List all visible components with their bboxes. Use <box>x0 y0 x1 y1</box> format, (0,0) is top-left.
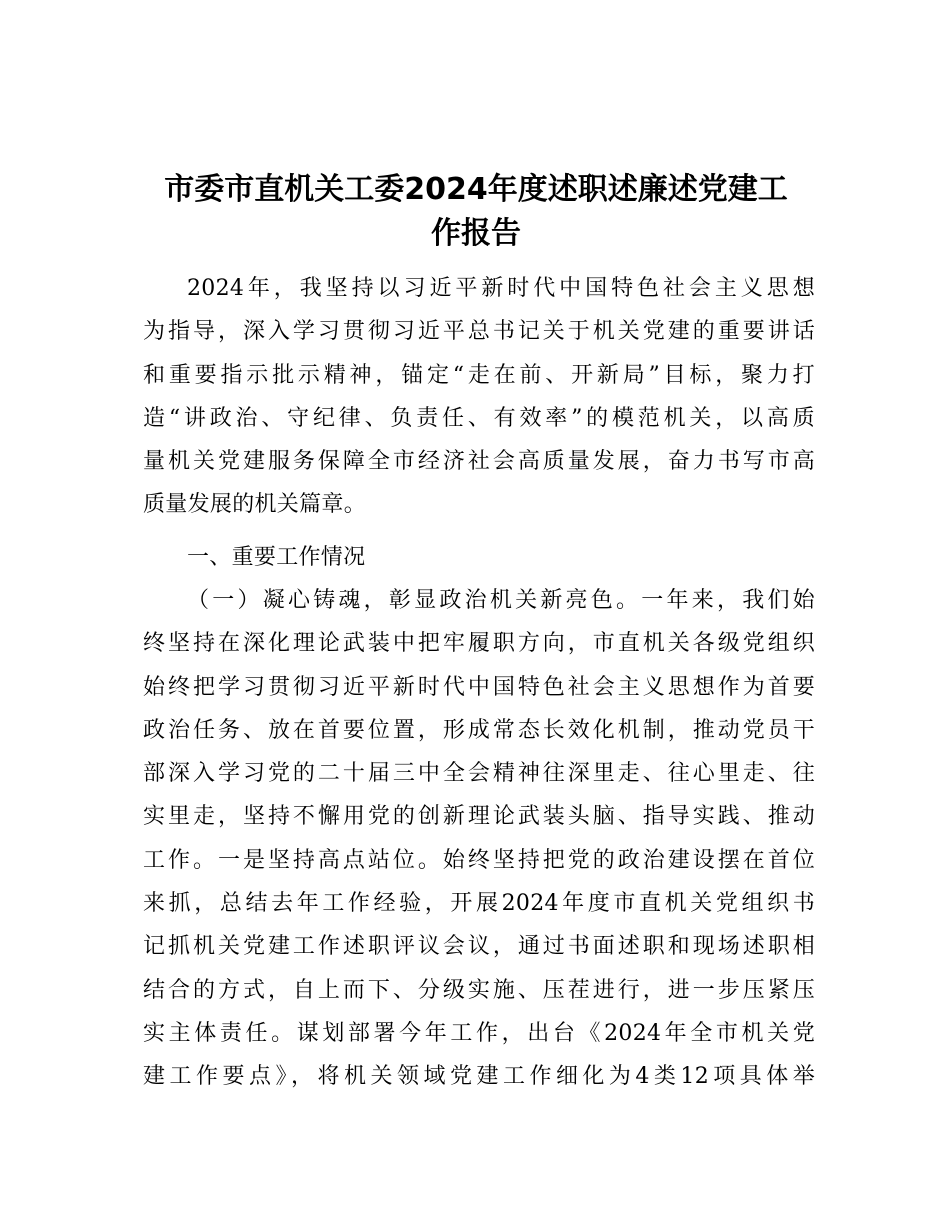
paragraph-line: 质量发展的机关篇章。 <box>143 492 367 518</box>
section-heading-text: 一、重要工作情况 <box>187 545 366 570</box>
title-line-2: 作报告 <box>431 216 521 251</box>
paragraph-line: 造“讲政治、守纪律、负责任、有效率”的模范机关，以高质 <box>143 405 815 431</box>
paragraph-line: 量机关党建服务保障全市经济社会高质量发展，奋力书写市高 <box>143 449 815 475</box>
paragraph-line: 和重要指示批示精神，锚定“走在前、开新局”目标，聚力打 <box>143 362 815 388</box>
paragraph-line: 终坚持在深化理论武装中把牢履职方向，市直机关各级党组织 <box>143 631 815 657</box>
paragraph-line: 为指导，深入学习贯彻习近平总书记关于机关党建的重要讲话 <box>143 319 815 345</box>
title-line-1: 市委市直机关工委2024年度述职述廉述党建工 <box>164 172 788 207</box>
paragraph-intro <box>143 267 815 527</box>
paragraph-line: 结合的方式，自上而下、分级实施、压茬进行，进一步压紧压 <box>143 977 815 1003</box>
paragraph-line: 工作。一是坚持高点站位。始终坚持把党的政治建设摆在首位 <box>143 847 815 873</box>
paragraph-line: 部深入学习党的二十届三中全会精神往深里走、往心里走、往 <box>143 761 815 787</box>
paragraph-line: 建工作要点》，将机关领域党建工作细化为4类12项具体举 <box>143 1064 815 1090</box>
paragraph-line: 始终把学习贯彻习近平新时代中国特色社会主义思想作为首要 <box>143 674 815 700</box>
paragraph-line: 实里走，坚持不懈用党的创新理论武装头脑、指导实践、推动 <box>143 804 815 830</box>
paragraph-line: 记抓机关党建工作述职评议会议，通过书面述职和现场述职相 <box>143 934 815 960</box>
document-title <box>140 168 812 256</box>
paragraph-work-status <box>143 579 815 1099</box>
paragraph-line: 政治任务、放在首要位置，形成常态长效化机制，推动党员干 <box>143 717 815 743</box>
paragraph-line: 来抓，总结去年工作经验，开展2024年度市直机关党组织书 <box>143 891 815 917</box>
section-heading <box>143 536 815 579</box>
paragraph-line: （一）凝心铸魂，彰显政治机关新亮色。一年来，我们始 <box>187 588 815 613</box>
paragraph-line: 实主体责任。谋划部署今年工作，出台《2024年全市机关党 <box>143 1020 815 1046</box>
paragraph-line: 2024年，我坚持以习近平新时代中国特色社会主义思想 <box>187 276 815 301</box>
